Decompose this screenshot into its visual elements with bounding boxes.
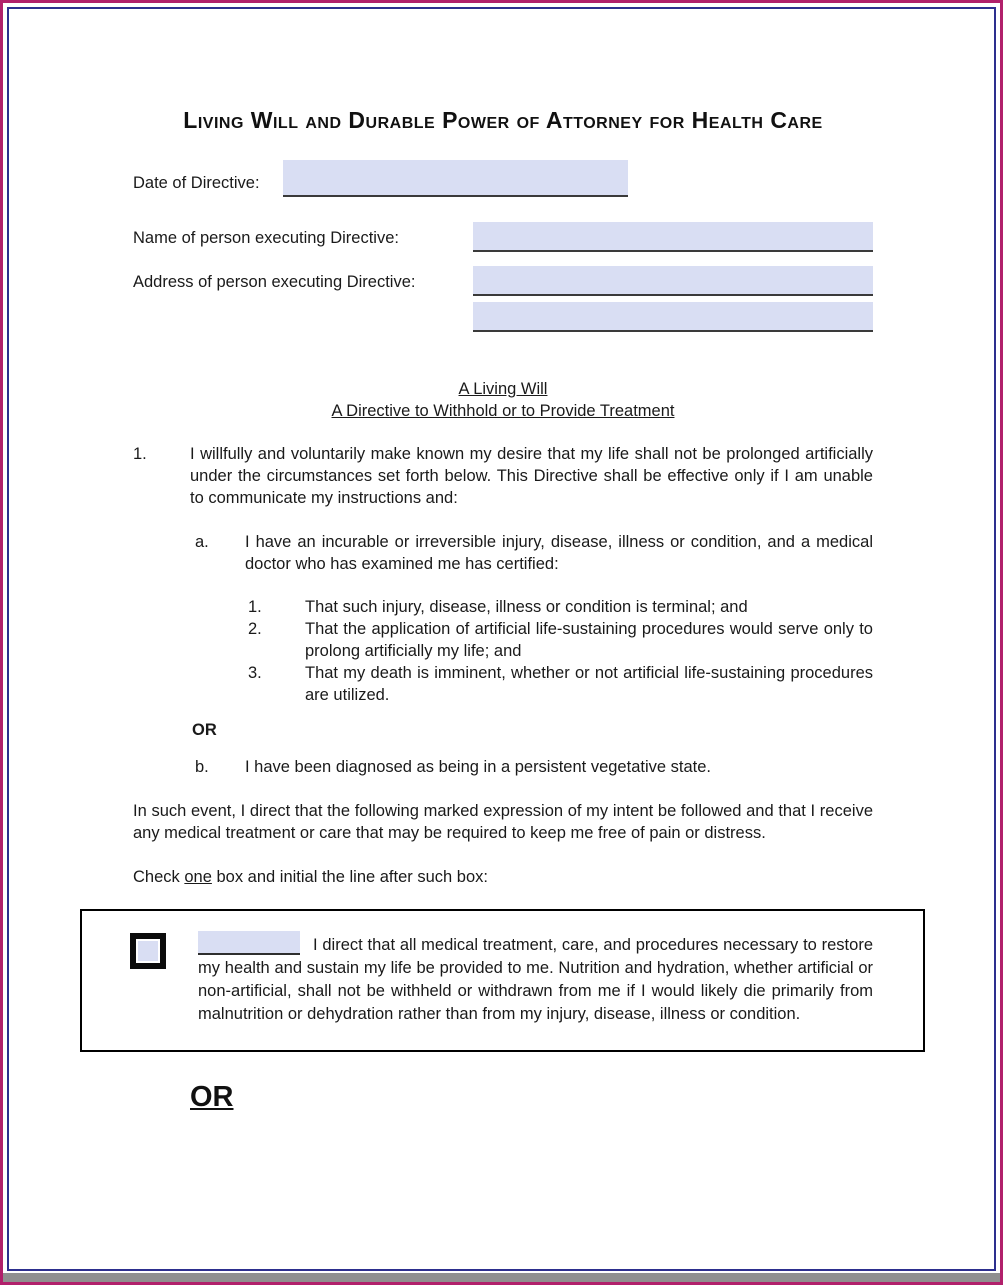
address-field-row <box>133 266 873 296</box>
treatment-option-text: I direct that all medical treatment, care, and procedures necessary to restore my health and sustain my life be provided to me. Nutrition and hydration, whether artificial or non-artificial, shall not be withheld or withdrawn from me if I would likely die primarily from malnutrition or dehydration rather than from my injury, disease, illness or condition. <box>198 936 873 1023</box>
name-of-person-input[interactable] <box>473 222 873 252</box>
sub-item-1 <box>248 596 873 618</box>
check-instruction-suffix: box and initial the line after such box: <box>211 868 488 886</box>
clause-1-number: 1. <box>133 445 147 463</box>
certification-sub-list <box>133 596 873 706</box>
address-of-person-label: Address of person executing Directive: <box>133 273 416 291</box>
clause-1a-text: I have an incurable or irreversible injury, disease, illness or condition, and a medical doctor who has examined me has certified: <box>245 533 873 573</box>
initials-input[interactable] <box>198 931 300 955</box>
sub-item-1-text: That such injury, disease, illness or condition is terminal; and <box>305 598 748 616</box>
clause-1-text: I willfully and voluntarily make known my desire that my life shall not be prolonged artificially under the circumstances set forth below. This Directive shall be effective only if I am unable to communicate my instructions and: <box>190 445 873 507</box>
check-instruction-one: one <box>184 868 212 886</box>
treatment-option-checkbox[interactable] <box>130 933 166 969</box>
check-instruction-prefix: Check <box>133 868 185 886</box>
heading-a-living-will: A Living Will <box>458 380 548 398</box>
sub-item-2 <box>248 618 873 662</box>
check-instruction <box>133 866 873 888</box>
treatment-option-box <box>80 909 925 1052</box>
name-field-row <box>133 222 873 252</box>
or-separator-bottom: OR <box>190 1081 234 1113</box>
page-bottom-shadow <box>3 1273 1000 1282</box>
page-border <box>7 7 996 1271</box>
clause-1a-letter: a. <box>195 533 209 551</box>
clause-1b <box>195 756 873 778</box>
form-content <box>9 9 994 1116</box>
document-title: Living Will and Durable Power of Attorney for Health Care <box>183 107 823 133</box>
clause-1b-letter: b. <box>195 758 209 776</box>
sub-item-3-number: 3. <box>248 664 262 682</box>
sub-item-2-text: That the application of artificial life-sustaining procedures would serve only to prolong artificially my life; and <box>305 620 873 660</box>
sub-item-2-number: 2. <box>248 620 262 638</box>
date-of-directive-label: Date of Directive: <box>133 174 260 192</box>
intent-paragraph: In such event, I direct that the following marked expression of my intent be followed and that I receive any medical treatment or care that may be required to keep me free of pain or distress. <box>133 802 873 842</box>
address-input-line2[interactable] <box>473 302 873 332</box>
sub-item-1-number: 1. <box>248 598 262 616</box>
section-headings <box>133 378 873 422</box>
clause-1 <box>133 443 873 509</box>
sub-item-3-text: That my death is imminent, whether or not artificial life-sustaining procedures are utilized. <box>305 664 873 704</box>
date-of-directive-input[interactable] <box>283 160 628 197</box>
heading-directive-to-withhold: A Directive to Withhold or to Provide Treatment <box>331 402 675 420</box>
clause-1b-text: I have been diagnosed as being in a persistent vegetative state. <box>245 758 711 776</box>
name-of-person-label: Name of person executing Directive: <box>133 229 399 247</box>
or-separator: OR <box>192 721 217 739</box>
date-field-row <box>133 160 873 197</box>
address-input-line1[interactable] <box>473 266 873 296</box>
treatment-option-paragraph <box>198 931 873 1026</box>
clause-1a <box>195 531 873 575</box>
address-field-row-2 <box>133 302 873 332</box>
sub-item-3 <box>248 662 873 706</box>
